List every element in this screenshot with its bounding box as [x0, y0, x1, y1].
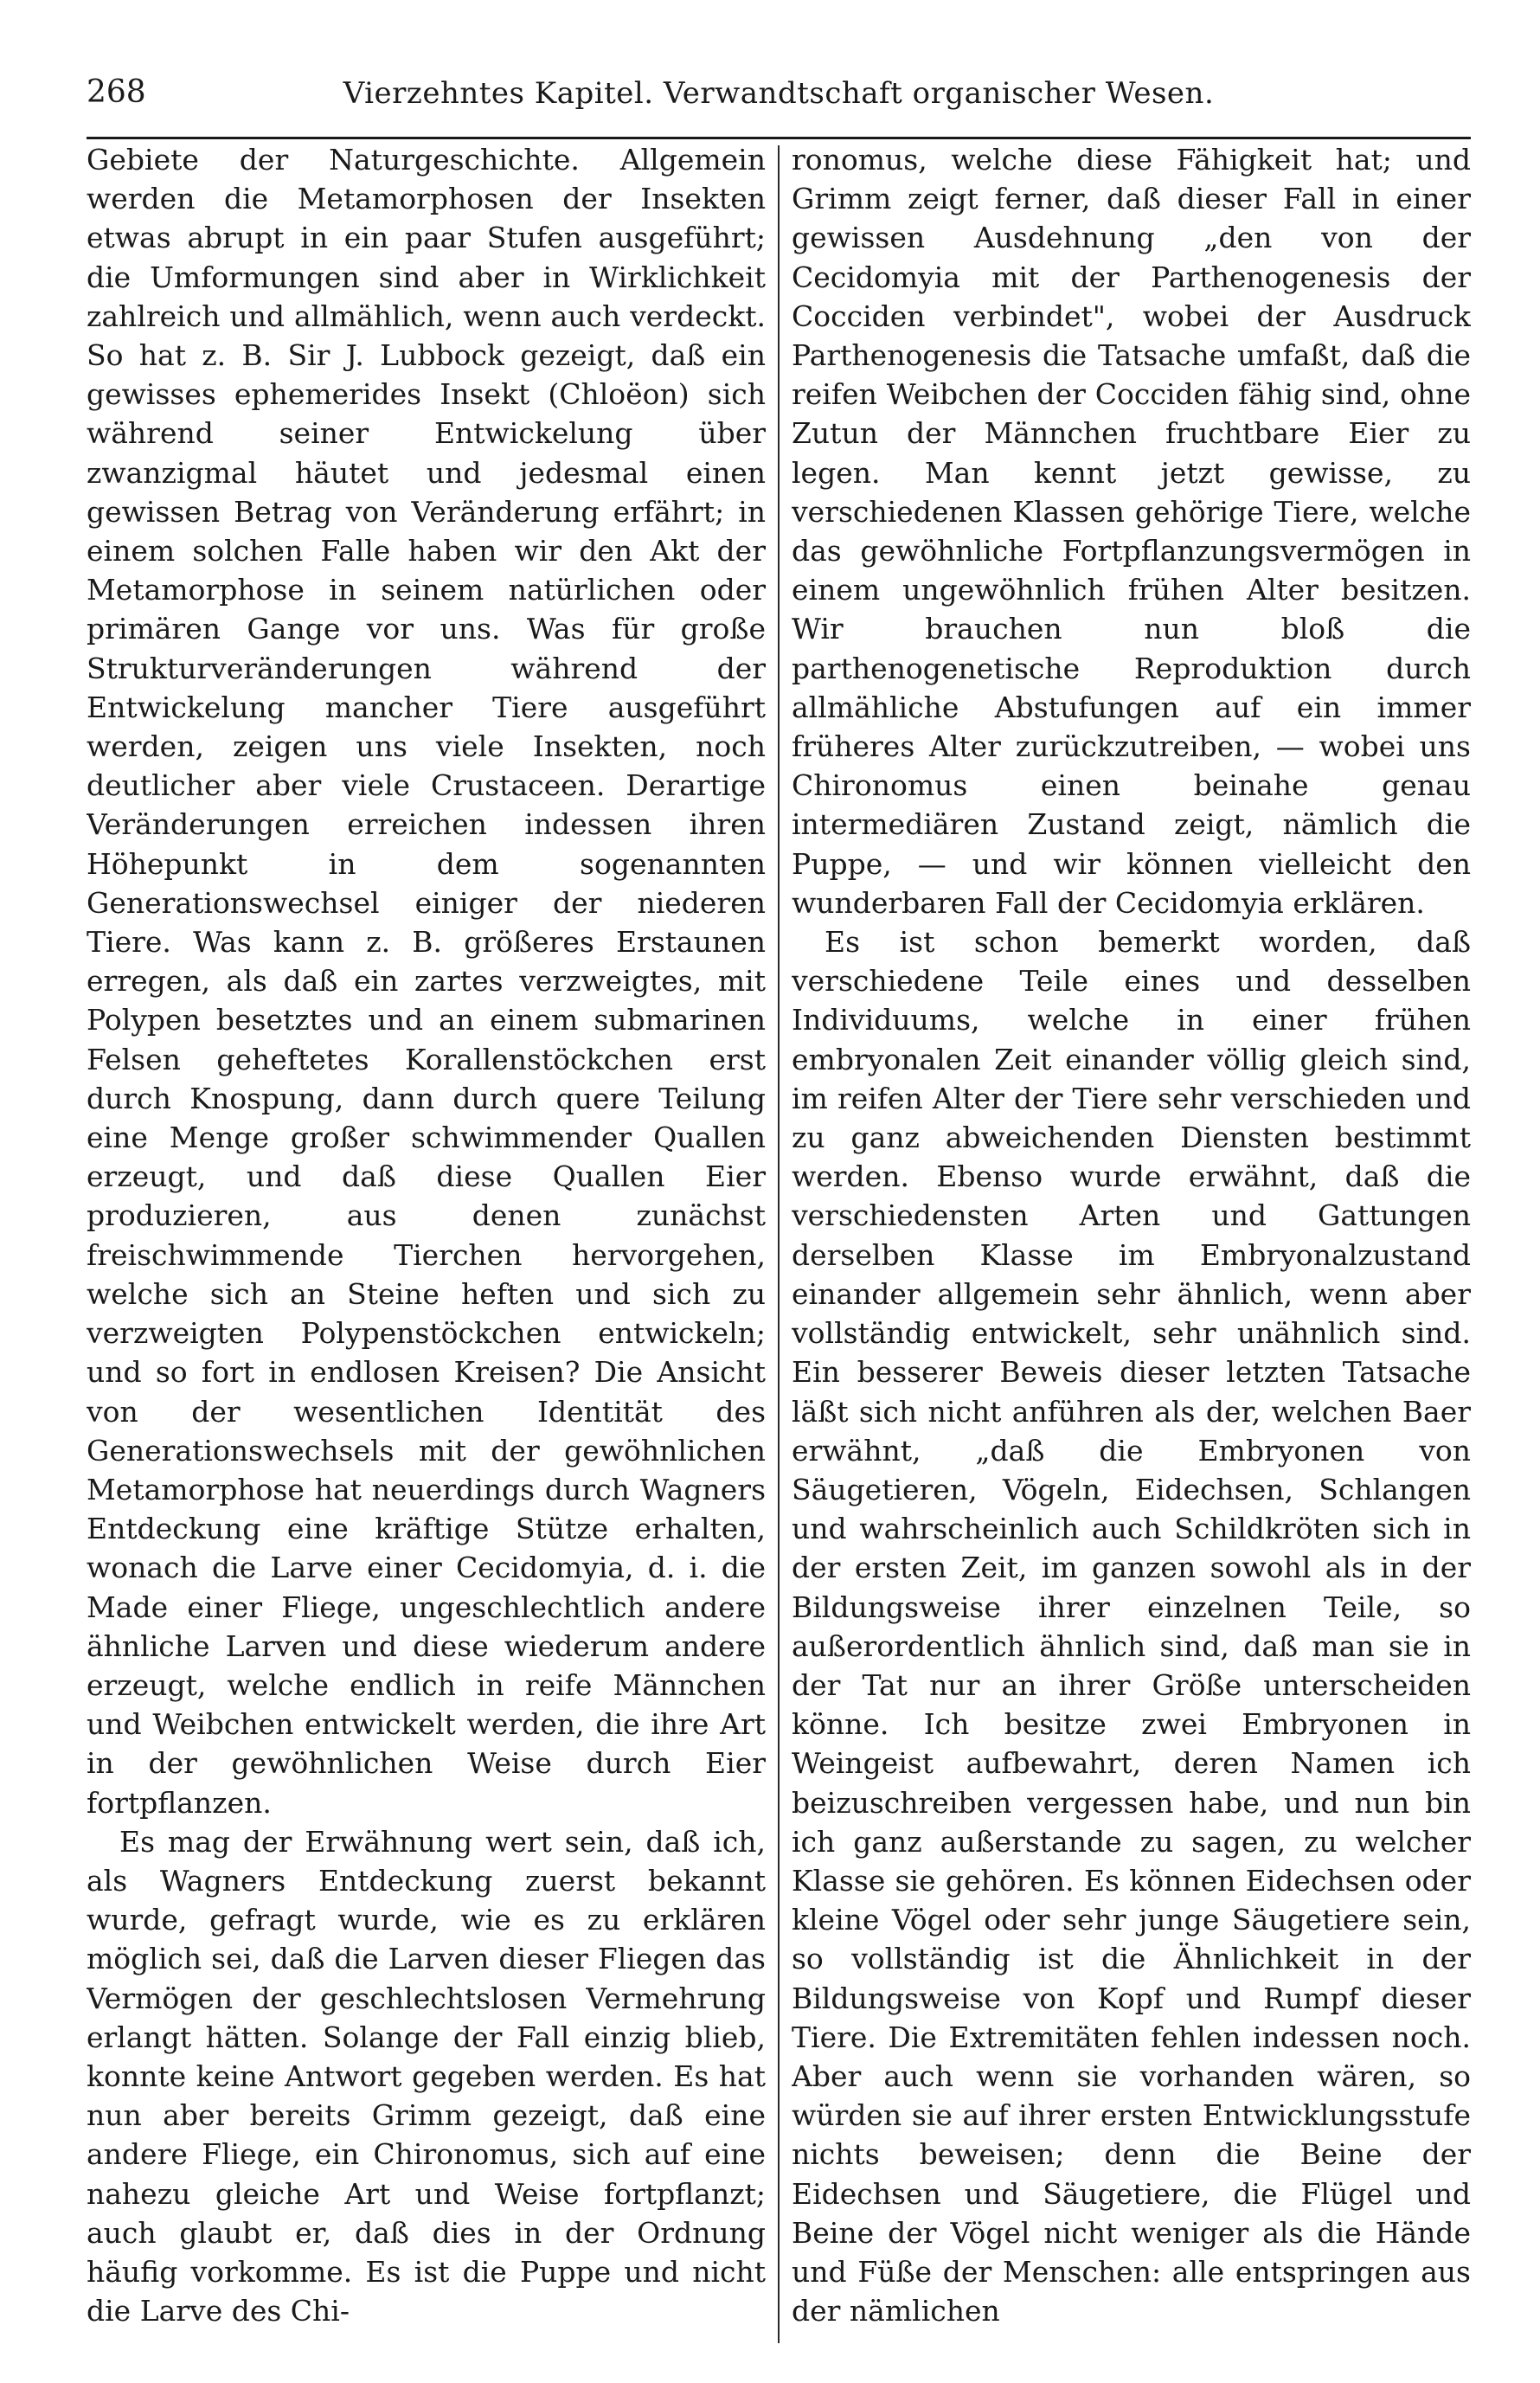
left-paragraph-1: Gebiete der Naturgeschichte. Allgemein werden die Metamorphosen der Insekten etwas abrupt in ein paar Stufen ausgeführt; die Umformungen sind aber in Wirklichkeit zahlreich und allmählich, wenn auch verdeckt. So hat z. B. Sir J. Lubbock gezeigt, daß ein gewisses ephemerides Insekt (Chloëon) sich während seiner Entwickelung über zwanzigmal häutet und jedesmal einen gewissen Betrag von Veränderung erfährt; in einem solchen Falle haben wir den Akt der Metamorphose in seinem natürlichen oder primären Gange vor uns. Was für große Strukturveränderungen während der Entwickelung mancher Tiere ausgeführt werden, zeigen uns viele Insekten, noch deutlicher aber viele Crustaceen. Derartige Veränderungen erreichen indessen ihren Höhepunkt in dem sogenannten Generationswechsel einiger der niederen Tiere. Was kann z. B. größeres Erstaunen erregen, als daß ein zartes verzweigtes, mit Polypen besetztes und an einem submarinen Felsen geheftetes Korallenstöckchen erst durch Knospung, dann durch quere Teilung eine Menge großer schwimmender Quallen erzeugt, und daß diese Quallen Eier produzieren, aus denen zunächst freischwimmende Tierchen hervorgehen, welche sich an Steine heften und sich zu verzweigten Polypenstöckchen entwickeln; und so fort in endlosen Kreisen? Die Ansicht von der wesentlichen Identität des Generationswechsels mit der gewöhnlichen Metamorphose hat neuerdings durch Wagners Entdeckung eine kräftige Stütze erhalten, wonach die Larve einer Cecidomyia, d. i. die Made einer Fliege, ungeschlechtlich andere ähnliche Larven und diese wiederum andere erzeugt, welche endlich in reife Männchen und Weibchen entwickelt werden, die ihre Art in der gewöhnlichen Weise durch Eier fortpflanzen. [87, 143, 766, 1820]
right-paragraph-1: ronomus, welche diese Fähigkeit hat; und Grimm zeigt ferner, daß dieser Fall in einer gewissen Ausdehnung „den von der Cecidomyia mit der Parthenogenesis der Cocciden verbindet", wobei der Ausdruck Parthenogenesis die Tatsache umfaßt, daß die reifen Weibchen der Cocciden fähig sind, ohne Zutun der Männchen fruchtbare Eier zu legen. Man kennt jetzt gewisse, zu verschiedenen Klassen gehörige Tiere, welche das gewöhnliche Fortpflanzungsvermögen in einem ungewöhnlich frühen Alter besitzen. Wir brauchen nun bloß die parthenogenetische Reproduktion durch allmähliche Abstufungen auf ein immer früheres Alter zurückzutreiben, — wobei uns Chironomus einen beinahe genau intermediären Zustand zeigt, nämlich die Puppe, — und wir können vielleicht den wunderbaren Fall der Cecidomyia erklären. [792, 143, 1471, 920]
running-title: Vierzehntes Kapitel. Verwandtschaft organischer Wesen. [343, 76, 1215, 111]
left-paragraph-2: Es mag der Erwähnung wert sein, daß ich, als Wagners Entdeckung zuerst bekannt wurde, gefragt wurde, wie es zu erklären möglich sei, daß die Larven dieser Fliegen das Vermögen der geschlechtslosen Vermehrung erlangt hätten. Solange der Fall einzig blieb, konnte keine Antwort gegeben werden. Es hat nun aber bereits Grimm gezeigt, daß eine andere Fliege, ein Chironomus, sich auf eine nahezu gleiche Art und Weise fortpflanzt; auch glaubt er, daß dies in der Ordnung häufig vorkomme. Es ist die Puppe und nicht die Larve des Chi- [87, 1824, 766, 2328]
column-divider [778, 145, 780, 2343]
right-column [792, 140, 1471, 2347]
right-paragraph-2: Es ist schon bemerkt worden, daß verschiedene Teile eines und desselben Individuums, welche in einer frühen embryonalen Zeit einander völlig gleich sind, im reifen Alter der Tiere sehr verschieden und zu ganz abweichenden Diensten bestimmt werden. Ebenso wurde erwähnt, daß die verschiedensten Arten und Gattungen derselben Klasse im Embryonalzustand einander allgemein sehr ähnlich, wenn aber vollständig entwickelt, sehr unähnlich sind. Ein besserer Beweis dieser letzten Tatsache läßt sich nicht anführen als der, welchen Baer erwähnt, „daß die Embryonen von Säugetieren, Vögeln, Eidechsen, Schlangen und wahrscheinlich auch Schildkröten sich in der ersten Zeit, im ganzen sowohl als in der Bildungsweise ihrer einzelnen Teile, so außerordentlich ähnlich sind, daß man sie in der Tat nur an ihrer Größe unterscheiden könne. Ich besitze zwei Embryonen in Weingeist aufbewahrt, deren Namen ich beizuschreiben vergessen habe, und nun bin ich ganz außerstande zu sagen, zu welcher Klasse sie gehören. Es können Eidechsen oder kleine Vögel oder sehr junge Säugetiere sein, so vollständig ist die Ähnlichkeit in der Bildungsweise von Kopf und Rumpf dieser Tiere. Die Extremitäten fehlen indessen noch. Aber auch wenn sie vorhanden wären, so würden sie auf ihrer ersten Entwicklungsstufe nichts beweisen; denn die Beine der Eidechsen und Säugetiere, die Flügel und Beine der Vögel nicht weniger als die Hände und Füße der Menschen: alle entspringen aus der nämlichen [792, 925, 1471, 2328]
text-columns [87, 140, 1471, 2347]
page-header [87, 67, 1471, 139]
left-column [87, 140, 766, 2347]
page-number: 268 [87, 74, 146, 110]
book-page [87, 67, 1471, 2352]
